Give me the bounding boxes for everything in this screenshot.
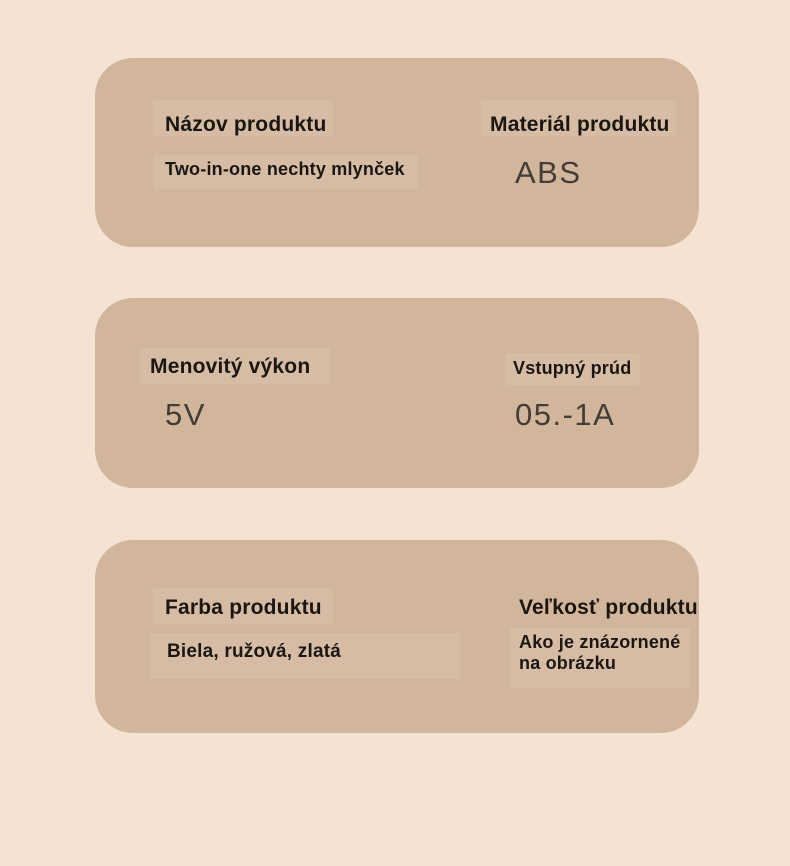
input-current-label: Vstupný prúd bbox=[513, 358, 632, 378]
rated-power-value: 5V bbox=[165, 397, 206, 432]
product-name-label: Názov produktu bbox=[165, 113, 327, 136]
rated-power-label: Menovitý výkon bbox=[150, 355, 311, 378]
product-size-value: Ako je znázornené na obrázku bbox=[519, 632, 681, 673]
spec-card-color-size bbox=[95, 540, 699, 733]
spec-card-name-material bbox=[95, 58, 699, 247]
input-current-value: 05.-1A bbox=[515, 397, 616, 432]
product-name-value: Two-in-one nechty mlynček bbox=[165, 159, 405, 179]
product-material-value: ABS bbox=[515, 155, 582, 190]
product-color-label: Farba produktu bbox=[165, 596, 322, 619]
product-size-label: Veľkosť produktu bbox=[519, 596, 698, 619]
product-color-value: Biela, ružová, zlatá bbox=[167, 641, 342, 662]
spec-card-power-current bbox=[95, 298, 699, 488]
product-material-label: Materiál produktu bbox=[490, 113, 670, 136]
